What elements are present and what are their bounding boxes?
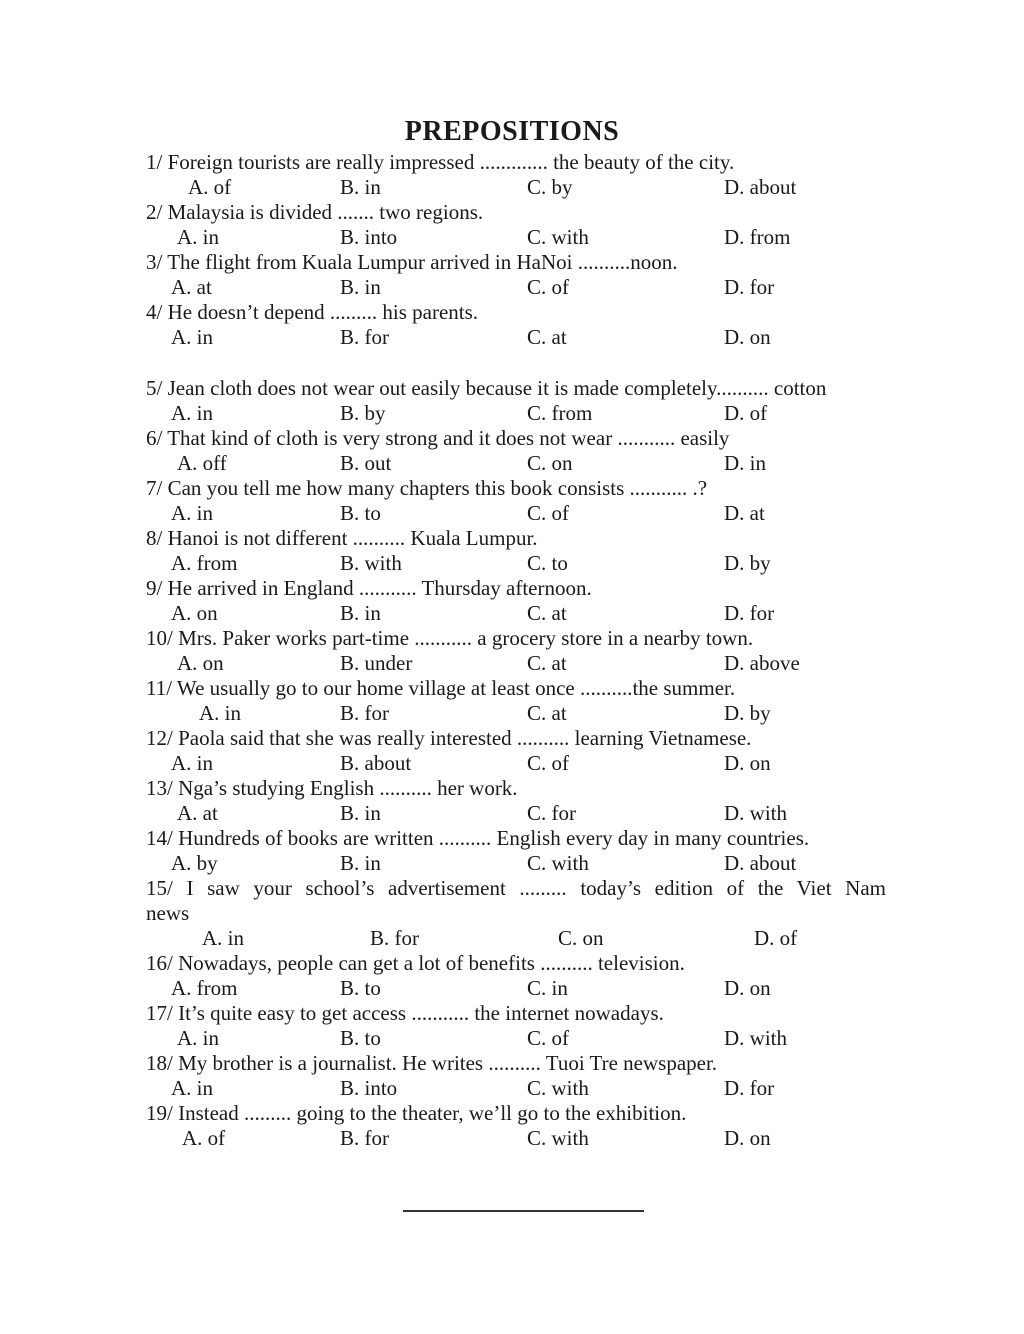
answer-option-b: B. for	[340, 325, 389, 349]
answer-option-c: C. with	[527, 851, 589, 875]
answer-options	[146, 225, 886, 250]
answer-option-b: B. to	[340, 976, 381, 1000]
question-text: 5/ Jean cloth does not wear out easily because it is made completely.......... cotton	[146, 376, 827, 400]
answer-option-d: D. about	[724, 851, 797, 875]
question-item	[146, 1101, 886, 1151]
question-text: 16/ Nowadays, people can get a lot of benefits .......... television.	[146, 951, 685, 975]
answer-option-a: A. in	[171, 501, 213, 525]
question-text: 3/ The flight from Kuala Lumpur arrived in HaNoi ..........noon.	[146, 250, 678, 274]
answer-option-c: C. at	[527, 601, 567, 625]
answer-option-d: D. at	[724, 501, 765, 525]
answer-option-a: A. at	[171, 275, 212, 299]
answer-option-a: A. of	[188, 175, 232, 199]
answer-options	[146, 976, 886, 1001]
answer-option-d: D. with	[724, 801, 787, 825]
answer-options	[146, 275, 886, 300]
answer-option-d: D. about	[724, 175, 797, 199]
answer-option-a: A. by	[171, 851, 218, 875]
answer-option-a: A. of	[182, 1126, 226, 1150]
answer-option-c: C. with	[527, 1126, 589, 1150]
question-item	[146, 200, 886, 250]
answer-option-d: D. for	[724, 275, 775, 299]
question-item	[146, 376, 886, 426]
answer-option-b: B. with	[340, 551, 402, 575]
question-item	[146, 951, 886, 1001]
question-text: 2/ Malaysia is divided ....... two regions.	[146, 200, 484, 224]
question-item	[146, 876, 886, 951]
answer-option-c: C. by	[527, 175, 573, 199]
answer-option-a: A. in	[199, 701, 241, 725]
answer-option-c: C. of	[527, 275, 569, 299]
answer-option-b: B. in	[340, 801, 381, 825]
question-text: 14/ Hundreds of books are written .......... English every day in many countries.	[146, 826, 810, 850]
answer-option-c: C. at	[527, 325, 567, 349]
answer-option-d: D. from	[724, 225, 791, 249]
question-item	[146, 776, 886, 826]
answer-options	[146, 551, 886, 576]
answer-option-d: D. on	[724, 1126, 771, 1150]
answer-option-b: B. out	[340, 451, 392, 475]
question-item	[146, 250, 886, 300]
question-item	[146, 826, 886, 876]
question-text: 17/ It’s quite easy to get access ........... the internet nowadays.	[146, 1001, 664, 1025]
question-item	[146, 726, 886, 776]
answer-option-c: C. of	[527, 751, 569, 775]
answer-option-b: B. in	[340, 175, 381, 199]
answer-options	[146, 701, 886, 726]
answer-option-a: A. in	[171, 401, 213, 425]
answer-options	[146, 1076, 886, 1101]
answer-option-b: B. for	[340, 701, 389, 725]
end-divider	[403, 1210, 644, 1212]
answer-option-d: D. on	[724, 976, 771, 1000]
answer-option-a: A. in	[171, 751, 213, 775]
answer-option-d: D. on	[724, 325, 771, 349]
answer-option-d: D. above	[724, 651, 800, 675]
answer-option-d: D. by	[724, 551, 771, 575]
answer-option-c: C. at	[527, 651, 567, 675]
answer-option-d: D. by	[724, 701, 771, 725]
question-text-continuation: news	[146, 901, 190, 925]
section-gap	[146, 350, 886, 376]
answer-option-b: B. in	[340, 601, 381, 625]
answer-option-b: B. in	[340, 275, 381, 299]
answer-options	[146, 451, 886, 476]
answer-option-c: C. in	[527, 976, 568, 1000]
answer-option-b: B. into	[340, 1076, 398, 1100]
question-list	[146, 150, 886, 1151]
question-item	[146, 676, 886, 726]
question-text	[146, 876, 886, 926]
answer-options	[146, 601, 886, 626]
question-text: 9/ He arrived in England ........... Thursday afternoon.	[146, 576, 592, 600]
answer-option-c: C. for	[527, 801, 576, 825]
question-text: 13/ Nga’s studying English .......... her work.	[146, 776, 518, 800]
page-title: PREPOSITIONS	[404, 116, 620, 147]
answer-option-c: C. of	[527, 501, 569, 525]
answer-options	[146, 325, 886, 350]
answer-option-d: D. on	[724, 751, 771, 775]
answer-option-a: A. at	[177, 801, 218, 825]
answer-options	[146, 751, 886, 776]
question-item	[146, 300, 886, 350]
answer-option-a: A. in	[177, 1026, 219, 1050]
answer-options	[146, 501, 886, 526]
answer-option-d: D. with	[724, 1026, 787, 1050]
answer-option-c: C. from	[527, 401, 593, 425]
question-text: 19/ Instead ......... going to the theater, we’ll go to the exhibition.	[146, 1101, 687, 1125]
question-item	[146, 1001, 886, 1051]
question-text: 12/ Paola said that she was really interested .......... learning Vietnamese.	[146, 726, 752, 750]
question-item	[146, 150, 886, 200]
answer-option-a: A. on	[177, 651, 224, 675]
answer-option-b: B. for	[340, 1126, 389, 1150]
answer-option-b: B. about	[340, 751, 412, 775]
answer-option-c: C. to	[527, 551, 568, 575]
answer-option-a: A. in	[171, 1076, 213, 1100]
answer-option-c: C. on	[527, 451, 573, 475]
answer-option-a: A. in	[177, 225, 219, 249]
question-item	[146, 626, 886, 676]
answer-option-a: A. from	[171, 551, 238, 575]
answer-option-a: A. on	[171, 601, 218, 625]
answer-option-c: C. at	[527, 701, 567, 725]
answer-option-a: A. in	[202, 926, 244, 950]
answer-options	[146, 1126, 886, 1151]
answer-option-d: D. of	[724, 401, 768, 425]
question-item	[146, 526, 886, 576]
question-text: 1/ Foreign tourists are really impressed ............. the beauty of the city.	[146, 150, 735, 174]
answer-option-b: B. under	[340, 651, 413, 675]
answer-option-a: A. in	[171, 325, 213, 349]
answer-option-b: B. in	[340, 851, 381, 875]
question-text: 7/ Can you tell me how many chapters this book consists ........... .?	[146, 476, 708, 500]
answer-option-d: D. in	[724, 451, 766, 475]
answer-option-c: C. on	[558, 926, 604, 950]
answer-options	[146, 401, 886, 426]
question-item	[146, 476, 886, 526]
answer-option-c: C. with	[527, 1076, 589, 1100]
question-text: 11/ We usually go to our home village at least once ..........the summer.	[146, 676, 736, 700]
answer-option-a: A. off	[177, 451, 227, 475]
question-text: 4/ He doesn’t depend ......... his parents.	[146, 300, 479, 324]
answer-options	[146, 851, 886, 876]
answer-options	[146, 801, 886, 826]
answer-option-c: C. with	[527, 225, 589, 249]
answer-option-b: B. for	[370, 926, 419, 950]
answer-options	[146, 651, 886, 676]
answer-options	[146, 175, 886, 200]
answer-option-a: A. from	[171, 976, 238, 1000]
answer-option-c: C. of	[527, 1026, 569, 1050]
answer-options	[146, 926, 886, 951]
answer-option-b: B. to	[340, 1026, 381, 1050]
answer-option-b: B. into	[340, 225, 398, 249]
answer-option-b: B. to	[340, 501, 381, 525]
answer-option-d: D. for	[724, 601, 775, 625]
question-item	[146, 1051, 886, 1101]
question-text: 18/ My brother is a journalist. He writes .......... Tuoi Tre newspaper.	[146, 1051, 718, 1075]
question-text: 8/ Hanoi is not different .......... Kuala Lumpur.	[146, 526, 538, 550]
answer-option-b: B. by	[340, 401, 386, 425]
answer-option-d: D. for	[724, 1076, 775, 1100]
question-item	[146, 576, 886, 626]
question-text: 10/ Mrs. Paker works part-time ........... a grocery store in a nearby town.	[146, 626, 754, 650]
answer-options	[146, 1026, 886, 1051]
question-text: 6/ That kind of cloth is very strong and it does not wear ........... easily	[146, 426, 730, 450]
question-text-line: 15/ I saw your school’s advertisement ......... today’s edition of the Viet Nam	[146, 876, 886, 900]
question-item	[146, 426, 886, 476]
answer-option-d: D. of	[754, 926, 798, 950]
